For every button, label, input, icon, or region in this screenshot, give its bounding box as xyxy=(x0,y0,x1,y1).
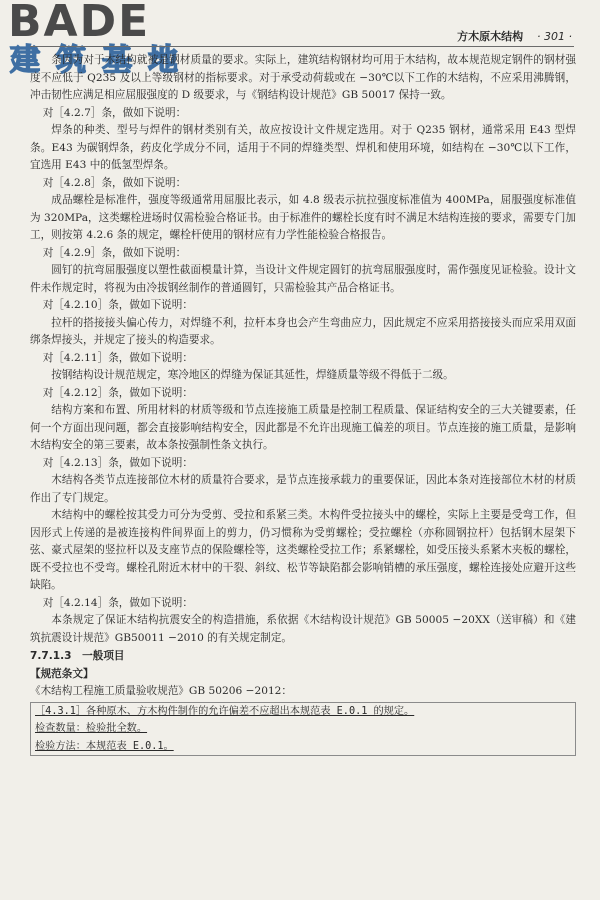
paragraph: 本条规定了保证木结构抗震安全的构造措施，系依据《木结构设计规范》GB 50005 −20XX（送审稿）和《建筑抗震设计规范》GB50011 −2010 的有关规定制定。 xyxy=(30,614,576,644)
paragraph: 成品螺栓是标准件，强度等级通常用屈服比表示，如 4.8 级表示抗拉强度标准值为 400MPa，屈服强度标准值为 320MPa，这类螺栓进场时仅需检验合格证书。由于标准件的螺栓长度有时不满足木结构连接的要求，需要专门加工，则按第 4.2.6 条的规定，螺栓杆使用的钢材应有力学性能检验合格报告。 xyxy=(30,194,576,241)
paragraph: 木结构各类节点连接部位木材的质量符合要求，是节点连接承载力的重要保证，因此本条对连接部位木材的材质作出了专门规定。 xyxy=(30,474,576,504)
clause-ref: 对［4.2.13］条，做如下说明： xyxy=(42,456,193,469)
clause-ref: 对［4.2.14］条，做如下说明： xyxy=(42,596,193,609)
clause-ref: 对［4.2.8］条，做如下说明： xyxy=(42,176,187,189)
paragraph: 木结构中的螺栓按其受力可分为受剪、受拉和系紧三类。木构件受拉接头中的螺栓，实际上主要是受弯工作，但因形式上传递的是被连接构件间界面上的剪力，仍习惯称为受剪螺栓；受拉螺栓（亦称圆钢拉杆）包括钢木屋架下弦、豪式屋架的竖拉杆以及支座节点的保险螺栓等，这类螺栓受拉工作；系紧螺栓，如受压接头系紧木夹板的螺栓，既不受拉也不受弯。螺栓孔附近木材中的干裂、斜纹、松节等缺陷都会影响销槽的承压强度，螺栓连接处应避开这些缺陷。 xyxy=(30,509,576,591)
paragraph: 焊条的种类、型号与焊件的钢材类别有关，故应按设计文件规定选用。对于 Q235 钢材，通常采用 E43 型焊条。E43 为碳钢焊条，药皮化学成分不同，适用于不同的焊缝类型、焊机和使用环境，如结构在 −30℃以下工作，宜选用 E43 中的低氢型焊条。 xyxy=(30,124,576,171)
clause-source: 《木结构工程施工质量验收规范》GB 50206 −2012： xyxy=(30,685,293,697)
clause-ref: 对［4.2.9］条，做如下说明： xyxy=(42,246,187,259)
header-rule xyxy=(30,46,574,47)
inspection-method: 检验方法：本规范表 E.0.1。 xyxy=(35,740,174,752)
clause-ref: 对［4.2.7］条，做如下说明： xyxy=(42,106,187,119)
paragraph: 圆钉的抗弯屈服强度以塑性截面模量计算，当设计文件规定圆钉的抗弯屈服强度时，需作强度见证检验。设计文件未作规定时，将视为由冷拔钢丝制作的普通圆钉，只需检验其产品合格证书。 xyxy=(30,264,576,294)
clause-box xyxy=(30,702,576,757)
page-body xyxy=(30,52,576,757)
logo-subtitle: 建筑基地 xyxy=(10,43,194,78)
paragraph: 拉杆的搭接接头偏心传力，对焊缝不利，拉杆本身也会产生弯曲应力，因此规定不应采用搭接接头而应采用双面绑条焊接头，并规定了接头的构造要求。 xyxy=(30,316,576,346)
clause-heading: 【规范条文】 xyxy=(30,667,94,680)
running-header xyxy=(457,28,572,44)
section-heading: 7.7.1.3 一般项目 xyxy=(30,650,125,662)
chapter-title: 方木原木结构 xyxy=(457,30,524,43)
paragraph: 结构方案和布置、所用材料的材质等级和节点连接施工质量是控制工程质量、保证结构安全的三大关键要素，任何一个方面出现问题，都会直接影响结构安全，因此都是不允许出现施工偏差的项目。节点连接的施工质量，是影响木结构安全的第三要素，故本条按强制性条文执行。 xyxy=(30,404,576,451)
inspection-quantity: 检查数量：检验批全数。 xyxy=(35,723,148,734)
clause-text: ［4.3.1］各种原木、方木构件制作的允许偏差不应超出本规范表 E.0.1 的规定。 xyxy=(35,705,415,717)
clause-ref: 对［4.2.12］条，做如下说明： xyxy=(42,386,193,399)
clause-ref: 对［4.2.11］条，做如下说明： xyxy=(42,351,193,364)
logo-text: BADE xyxy=(8,0,151,47)
clause-ref: 对［4.2.10］条，做如下说明： xyxy=(42,299,193,311)
paragraph: 按钢结构设计规范规定，寒冷地区的焊缝为保证其延性，焊缝质量等级不得低于二级。 xyxy=(51,369,454,381)
page-number: · 301 · xyxy=(537,30,572,43)
paragraph: 条因为对于木结构就被是钢材质量的要求。实际上，建筑结构钢材均可用于木结构，故本规范规定钢件的钢材强度不应低于 Q235 及以上等级钢材的指标要求。对于承受动荷载或在 −30℃以下工作的木结构，不应采用沸腾钢，冲击韧性应满足相应屈服强度的 D 级要求，与《钢结构设计规范》GB 50017 保持一致。 xyxy=(30,54,576,101)
